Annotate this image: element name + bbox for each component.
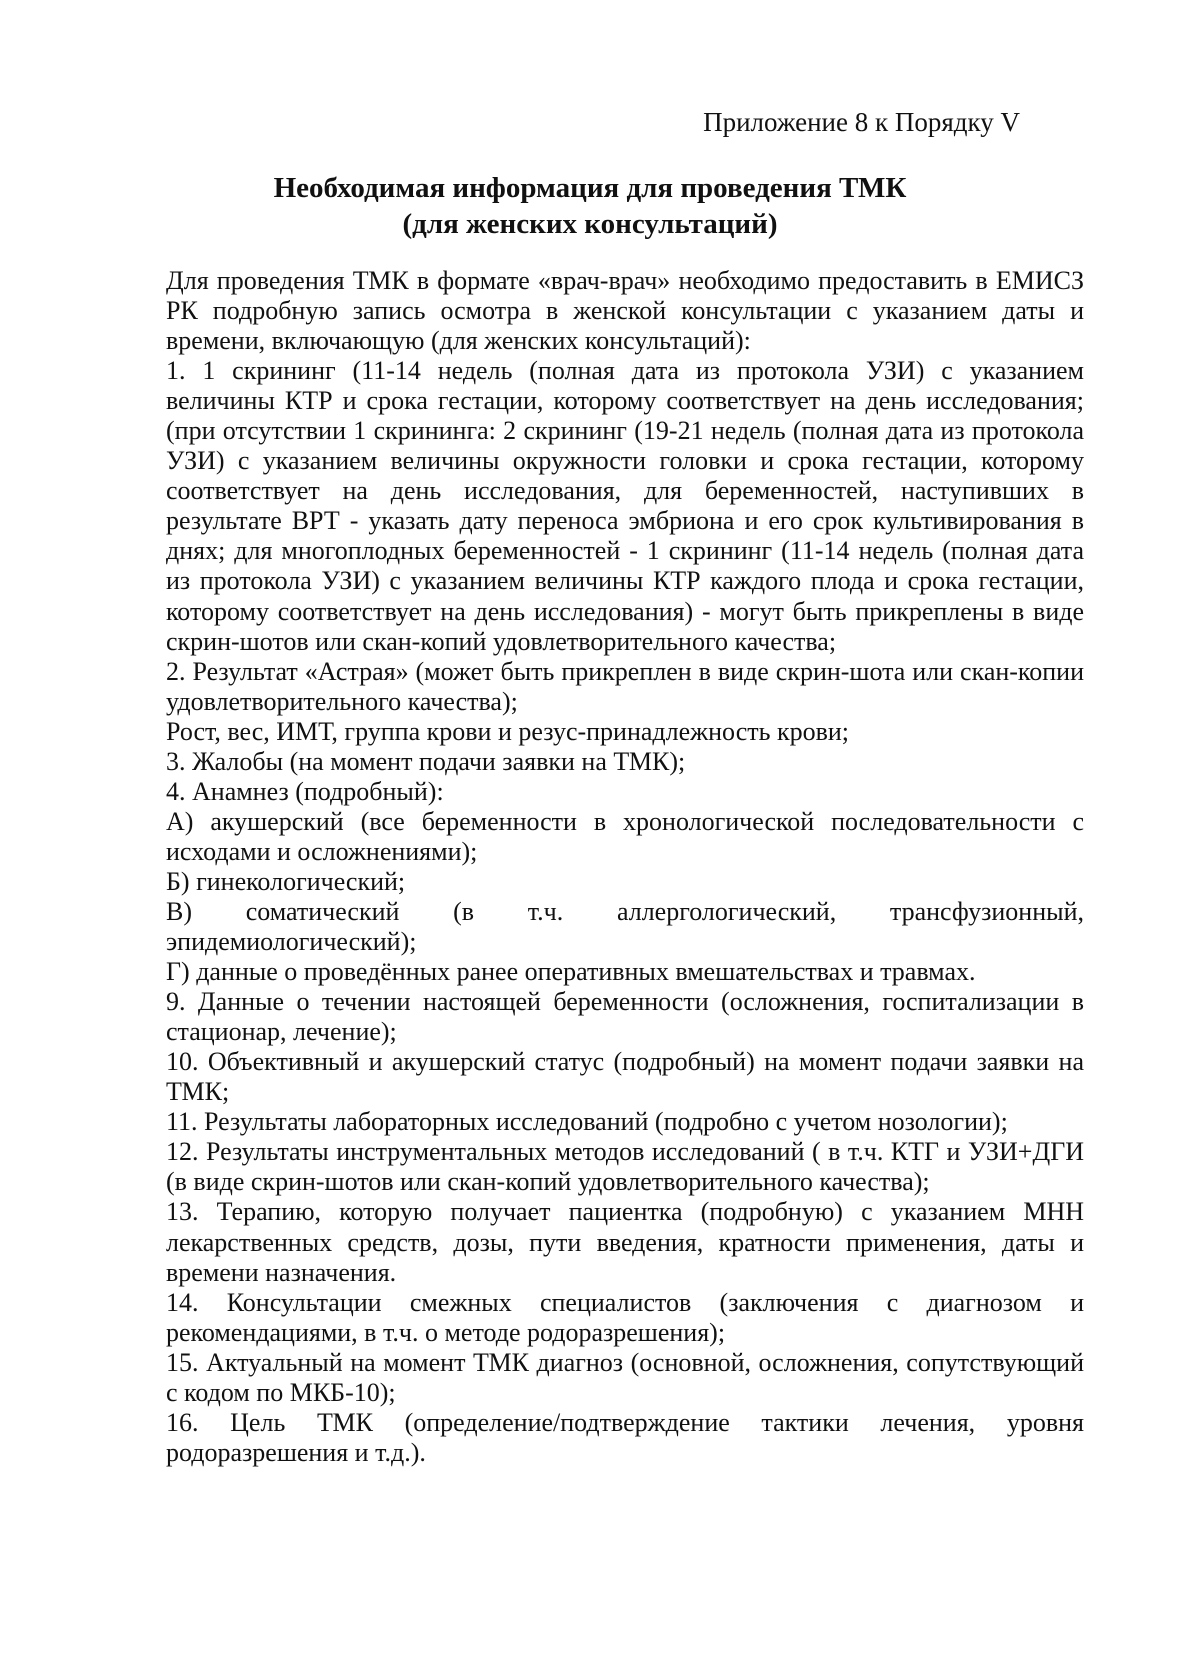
intro-paragraph: Для проведения ТМК в формате «врач-врач» необходимо предоставить в ЕМИСЗ РК подробную запись осмотра в женской консультации с указанием даты и времени, включающую (для женских консультаций): bbox=[166, 266, 1084, 356]
list-item-2-astraya: 2. Результат «Астрая» (может быть прикреплен в виде скрин-шота или скан-копии удовлетворительного качества); bbox=[166, 656, 1084, 716]
sub-item-v-somatic: В) соматический (в т.ч. аллергологический, трансфузионный, эпидемиологический); bbox=[166, 896, 1084, 957]
list-item-11-lab-results: 11. Результаты лабораторных исследований (подробно с учетом нозологии); bbox=[166, 1107, 1008, 1137]
list-item-anthropometry: Рост, вес, ИМТ, группа крови и резус-принадлежность крови; bbox=[166, 716, 849, 746]
list-item-9-pregnancy-course: 9. Данные о течении настоящей беременности (осложнения, госпитализации в стационар, лечение); bbox=[166, 987, 1084, 1047]
title-line-2: (для женских консультаций) bbox=[402, 208, 778, 240]
list-item-12-instrumental: 12. Результаты инструментальных методов исследований ( в т.ч. КТГ и УЗИ+ДГИ (в виде скрин-шотов или скан-копий удовлетворительного качества); bbox=[166, 1137, 1084, 1197]
appendix-reference: Приложение 8 к Порядку V bbox=[703, 107, 1020, 137]
list-item-4-anamnesis: 4. Анамнез (подробный): bbox=[166, 776, 444, 806]
document-body bbox=[166, 266, 1084, 1468]
sub-item-g-surgeries: Г) данные о проведённых ранее оперативных вмешательствах и травмах. bbox=[166, 957, 976, 987]
sub-item-a-obstetric: А) акушерский (все беременности в хронологической последовательности с исходами и осложнениями); bbox=[166, 806, 1084, 866]
sub-item-b-gynecologic: Б) гинекологический; bbox=[166, 866, 406, 896]
list-item-13-therapy: 13. Терапию, которую получает пациентка (подробную) с указанием МНН лекарственных средств, дозы, пути введения, кратности применения, даты и времени назначения. bbox=[166, 1197, 1084, 1287]
list-item-15-diagnosis: 15. Актуальный на момент ТМК диагноз (основной, осложнения, сопутствующий с кодом по МКБ-10); bbox=[166, 1347, 1084, 1407]
list-item-14-consultations: 14. Консультации смежных специалистов (заключения с диагнозом и рекомендациями, в т.ч. о методе родоразрешения); bbox=[166, 1287, 1084, 1347]
title-line-1: Необходимая информация для проведения ТМК bbox=[273, 172, 907, 204]
list-item-3-complaints: 3. Жалобы (на момент подачи заявки на ТМК); bbox=[166, 746, 686, 776]
document-title bbox=[200, 170, 980, 242]
list-item-1-screening: 1. 1 скрининг (11-14 недель (полная дата из протокола УЗИ) с указанием величины КТР и срока гестации, которому соответствует на день исследования; (при отсутствии 1 скрининга: 2 скрининг (19-21 недель (полная дата из протокола УЗИ) с указанием величины окружности головки и срока гестации, которому соответствует на день исследования, для беременностей, наступивших в результате ВРТ - указать дату переноса эмбриона и его срок культивирования в днях; для многоплодных беременностей - 1 скрининг (11-14 недель (полная дата из протокола УЗИ) с указанием величины КТР каждого плода и срока гестации, которому соответствует на день исследования) - могут быть прикреплены в виде скрин-шотов или скан-копий удовлетворительного качества; bbox=[166, 356, 1084, 656]
list-item-10-status: 10. Объективный и акушерский статус (подробный) на момент подачи заявки на ТМК; bbox=[166, 1047, 1084, 1107]
list-item-16-goal: 16. Цель ТМК (определение/подтверждение тактики лечения, уровня родоразрешения и т.д.). bbox=[166, 1407, 1084, 1467]
